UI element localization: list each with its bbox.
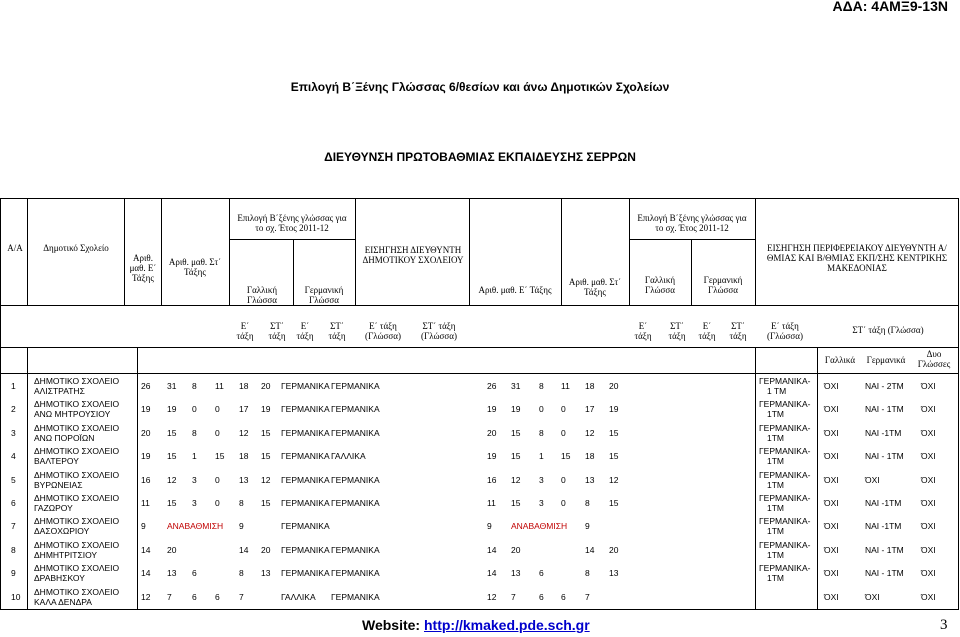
row-number: 3 bbox=[11, 427, 16, 438]
germanika-proposal: ΓΕΡΜΑΝΙΚΑ- bbox=[759, 469, 811, 480]
school-name: ΔΡΑΒΗΣΚΟΥ bbox=[34, 573, 85, 584]
sub-e-taxi-2: Ε΄ τάξη bbox=[296, 321, 314, 341]
gallika-value: ΌΧΙ bbox=[824, 451, 839, 462]
school-type: ΔΗΜΟΤΙΚΟ ΣΧΟΛΕΙΟ bbox=[34, 469, 120, 480]
row-number: 7 bbox=[11, 521, 16, 532]
cell-value: 18 bbox=[239, 381, 249, 391]
school-name: ΔΗΜΗΤΡΙΤΣΙΟΥ bbox=[34, 549, 98, 560]
school-type: ΔΗΜΟΤΙΚΟ ΣΧΟΛΕΙΟ bbox=[34, 376, 120, 386]
two-languages-value: ΌΧΙ bbox=[921, 427, 936, 438]
cell-value: 1 bbox=[192, 451, 197, 462]
germanika-proposal: ΓΕΡΜΑΝΙΚΑ- bbox=[759, 563, 811, 574]
header-aa: Α/Α bbox=[7, 243, 23, 253]
header-germanikh-2: Γερμανική Γλώσσα bbox=[703, 275, 743, 295]
school-name: ΑΛΙΣΤΡΑΤΗΣ bbox=[34, 386, 85, 396]
sub-st-taxi-4: ΣΤ΄ τάξη bbox=[729, 321, 747, 341]
header-arith-e-2: Αριθ. μαθ. Ε΄ Τάξης bbox=[478, 285, 552, 295]
cell-value: 8 bbox=[239, 568, 244, 579]
cell-value: 15 bbox=[261, 498, 271, 508]
cell-value: 15 bbox=[609, 427, 619, 438]
cell-value: 16 bbox=[141, 474, 151, 485]
cell-value: ΓΕΡΜΑΝΙΚΑ bbox=[331, 568, 380, 579]
cell-value: 15 bbox=[167, 498, 177, 508]
gallika-value: ΌΧΙ bbox=[824, 521, 839, 532]
germanika-sections: 1ΤΜ bbox=[767, 503, 784, 513]
header-epilogi-2: Επιλογή Β΄ξένης γλώσσας για το σχ. Έτος 2011-12 bbox=[637, 213, 747, 233]
cell-value: 13 bbox=[239, 474, 249, 485]
school-type: ΔΗΜΟΤΙΚΟ ΣΧΟΛΕΙΟ bbox=[34, 493, 120, 503]
cell-value: 8 bbox=[539, 427, 544, 438]
cell-value: ΓΕΡΜΑΝΙΚΑ bbox=[281, 404, 330, 415]
row-number: 8 bbox=[11, 544, 16, 555]
cell-value: 0 bbox=[215, 404, 220, 415]
table-row bbox=[1, 562, 958, 585]
cell-value: 15 bbox=[215, 451, 225, 462]
germanika-value: ΝΑΙ - 1ΤΜ bbox=[865, 544, 904, 555]
gallika-value: ΌΧΙ bbox=[824, 544, 839, 555]
cell-value: 0 bbox=[215, 427, 220, 438]
cell-value: 0 bbox=[561, 474, 566, 485]
cell-value: 20 bbox=[609, 544, 619, 555]
cell-value: 13 bbox=[261, 568, 271, 579]
cell-value: 8 bbox=[585, 498, 590, 508]
cell-value: 0 bbox=[561, 498, 566, 508]
school-type: ΔΗΜΟΤΙΚΟ ΣΧΟΛΕΙΟ bbox=[34, 446, 120, 457]
cell-value: 20 bbox=[261, 544, 271, 555]
germanika-sections: 1ΤΜ bbox=[767, 409, 784, 420]
germanika-sections: 1ΤΜ bbox=[767, 526, 784, 537]
header-eisigisi-dieythynti: ΕΙΣΗΓΗΣΗ ΔΙΕΥΘΥΝΤΗ ΔΗΜΟΤΙΚΟΥ ΣΧΟΛΕΙΟΥ bbox=[362, 245, 464, 265]
sub-st-taxi-glossa-2: ΣΤ΄ τάξη (Γλώσσα) bbox=[852, 325, 924, 335]
germanika-proposal: ΓΕΡΜΑΝΙΚΑ- bbox=[759, 446, 811, 457]
two-languages-value: ΌΧΙ bbox=[921, 591, 936, 602]
header-eisigisi-perif: ΕΙΣΗΓΗΣΗ ΠΕΡΙΦΕΡΕΙΑΚΟΥ ΔΙΕΥΘΥΝΤΗ Α/ΘΜΙΑΣ ΚΑΙ Β/ΘΜΙΑΣ ΕΚΠ/ΣΗΣ ΚΕΝΤΡΙΚΗΣ ΜΑΚΕΔΟΝΙΑΣ bbox=[766, 243, 948, 273]
two-languages-value: ΌΧΙ bbox=[921, 521, 936, 532]
gallika-value: ΌΧΙ bbox=[824, 568, 839, 579]
cell-value: 11 bbox=[215, 381, 224, 391]
germanika-proposal: ΓΕΡΜΑΝΙΚΑ- bbox=[759, 539, 811, 550]
cell-value: 9 bbox=[487, 521, 492, 532]
school-type: ΔΗΜΟΤΙΚΟ ΣΧΟΛΕΙΟ bbox=[34, 422, 120, 433]
cell-value: 12 bbox=[239, 427, 249, 438]
cell-value: 19 bbox=[609, 404, 619, 415]
cell-value: 8 bbox=[539, 381, 544, 391]
row-number: 2 bbox=[11, 404, 16, 415]
header-arith-st-2: Αριθ. μαθ. Στ΄ Τάξης bbox=[568, 277, 622, 297]
gallika-value: ΌΧΙ bbox=[824, 498, 839, 508]
sub-e-taxi-1: Ε΄ τάξη bbox=[236, 321, 254, 341]
cell-value: 20 bbox=[261, 381, 271, 391]
cell-value: 3 bbox=[539, 498, 544, 508]
cell-value: 14 bbox=[585, 544, 595, 555]
cell-value: 7 bbox=[511, 591, 516, 602]
cell-value: ΓΕΡΜΑΝΙΚΑ bbox=[331, 591, 380, 602]
table-row bbox=[1, 586, 958, 609]
row-number: 6 bbox=[11, 498, 16, 508]
cell-value: 12 bbox=[609, 474, 619, 485]
cell-value: 19 bbox=[511, 404, 521, 415]
cell-value: 7 bbox=[585, 591, 590, 602]
school-type: ΔΗΜΟΤΙΚΟ ΣΧΟΛΕΙΟ bbox=[34, 586, 120, 597]
row-number: 1 bbox=[11, 381, 16, 391]
cell-value: 15 bbox=[261, 451, 271, 462]
germanika-proposal: ΓΕΡΜΑΝΙΚΑ- bbox=[759, 516, 811, 527]
gallika-value: ΌΧΙ bbox=[824, 474, 839, 485]
sub-e-taxi-4: Ε΄ τάξη bbox=[698, 321, 716, 341]
cell-value: ΓΕΡΜΑΝΙΚΑ bbox=[281, 521, 330, 532]
cell-value: 19 bbox=[487, 451, 497, 462]
cell-value: 9 bbox=[141, 521, 146, 532]
gallika-value: ΌΧΙ bbox=[824, 404, 839, 415]
cell-value: 15 bbox=[511, 451, 521, 462]
two-languages-value: ΌΧΙ bbox=[921, 568, 936, 579]
germanika-value: ΝΑΙ - 1ΤΜ bbox=[865, 451, 904, 462]
cell-value: 11 bbox=[141, 498, 150, 508]
row-number: 9 bbox=[11, 568, 16, 579]
sub-gallika: Γαλλικά bbox=[824, 355, 856, 365]
school-name: ΒΥΡΩΝΕΙΑΣ bbox=[34, 479, 83, 490]
ada-code: ΑΔΑ: 4ΑΜΞ9-13Ν bbox=[832, 0, 948, 14]
table-row bbox=[1, 398, 958, 421]
cell-value: 18 bbox=[239, 451, 249, 462]
table-row bbox=[1, 422, 958, 445]
cell-value: ΓΕΡΜΑΝΙΚΑ bbox=[281, 427, 330, 438]
cell-value: ΓΕΡΜΑΝΙΚΑ bbox=[281, 568, 330, 579]
cell-value: 31 bbox=[167, 381, 177, 391]
document-title: Επιλογή Β΄Ξένης Γλώσσας 6/θεσίων και άνω Δημοτικών Σχολείων bbox=[290, 80, 670, 94]
sub-germanika: Γερμανικά bbox=[866, 355, 906, 365]
school-type: ΔΗΜΟΤΙΚΟ ΣΧΟΛΕΙΟ bbox=[34, 516, 120, 527]
sub-st-taxi-1: ΣΤ΄ τάξη bbox=[268, 321, 286, 341]
cell-value: 3 bbox=[192, 474, 197, 485]
cell-value: 6 bbox=[215, 591, 220, 602]
two-languages-value: ΌΧΙ bbox=[921, 474, 936, 485]
cell-value: 12 bbox=[585, 427, 595, 438]
table-row bbox=[1, 445, 958, 468]
cell-value: 14 bbox=[239, 544, 249, 555]
cell-value: 6 bbox=[539, 568, 544, 579]
cell-value: ΓΕΡΜΑΝΙΚΑ bbox=[331, 427, 380, 438]
germanika-value: ΝΑΙ - 2ΤΜ bbox=[865, 381, 904, 391]
gallika-value: ΌΧΙ bbox=[824, 591, 839, 602]
two-languages-value: ΌΧΙ bbox=[921, 544, 936, 555]
cell-value: 11 bbox=[561, 381, 570, 391]
selection-table bbox=[0, 198, 959, 610]
table-row bbox=[1, 492, 958, 515]
gallika-value: ΌΧΙ bbox=[824, 427, 839, 438]
school-type: ΔΗΜΟΤΙΚΟ ΣΧΟΛΕΙΟ bbox=[34, 563, 120, 574]
cell-value: 7 bbox=[167, 591, 172, 602]
header-school: Δημοτικό Σχολείο bbox=[43, 243, 109, 253]
two-languages-value: ΌΧΙ bbox=[921, 381, 936, 391]
school-type: ΔΗΜΟΤΙΚΟ ΣΧΟΛΕΙΟ bbox=[34, 539, 120, 550]
cell-value: 15 bbox=[609, 498, 619, 508]
table-row bbox=[1, 539, 958, 562]
cell-value: 19 bbox=[141, 451, 151, 462]
header-arith-st: Αριθ. μαθ. Στ΄ Τάξης bbox=[168, 257, 222, 277]
cell-value: 6 bbox=[539, 591, 544, 602]
cell-value: ΓΕΡΜΑΝΙΚΑ bbox=[331, 404, 380, 415]
cell-value: 13 bbox=[609, 568, 619, 579]
cell-value: 0 bbox=[561, 404, 566, 415]
cell-value: 17 bbox=[239, 404, 249, 415]
cell-value: 12 bbox=[261, 474, 271, 485]
germanika-value: ΝΑΙ - 1ΤΜ bbox=[865, 568, 904, 579]
sub-e-taxi-3: Ε΄ τάξη bbox=[634, 321, 652, 341]
row-number: 5 bbox=[11, 474, 16, 485]
cell-value: 14 bbox=[487, 544, 497, 555]
cell-value: 16 bbox=[487, 474, 497, 485]
cell-value: 3 bbox=[539, 474, 544, 485]
gallika-value: ΌΧΙ bbox=[824, 381, 839, 391]
germanika-value: ΝΑΙ -1ΤΜ bbox=[865, 498, 902, 508]
germanika-sections: 1ΤΜ bbox=[767, 549, 784, 560]
table-row bbox=[1, 375, 958, 398]
cell-value: 18 bbox=[585, 451, 595, 462]
cell-value: 18 bbox=[585, 381, 595, 391]
cell-value: 12 bbox=[167, 474, 177, 485]
school-name: ΑΝΩ ΜΗΤΡΟΥΣΙΟΥ bbox=[34, 409, 111, 420]
cell-value: 19 bbox=[141, 404, 151, 415]
cell-value: 17 bbox=[585, 404, 595, 415]
page-number: 3 bbox=[940, 617, 948, 633]
cell-value: 6 bbox=[192, 568, 197, 579]
germanika-sections: 1ΤΜ bbox=[767, 479, 784, 490]
germanika-sections: 1ΤΜ bbox=[767, 573, 784, 584]
cell-value: 9 bbox=[239, 521, 244, 532]
cell-value: 3 bbox=[192, 498, 197, 508]
cell-value: ΓΕΡΜΑΝΙΚΑ bbox=[281, 474, 330, 485]
cell-value: 0 bbox=[192, 404, 197, 415]
cell-value: 20 bbox=[609, 381, 619, 391]
cell-value: 19 bbox=[261, 404, 271, 415]
directorate-title: ΔΙΕΥΘΥΝΣΗ ΠΡΩΤΟΒΑΘΜΙΑΣ ΕΚΠΑΙΔΕΥΣΗΣ ΣΕΡΡΩΝ bbox=[324, 150, 636, 164]
school-name: ΑΝΩ ΠΟΡΟΪΩΝ bbox=[34, 432, 95, 443]
school-name: ΓΑΖΩΡΟΥ bbox=[34, 503, 73, 513]
cell-value: ΓΑΛΛΙΚΑ bbox=[331, 451, 366, 462]
two-languages-value: ΌΧΙ bbox=[921, 498, 936, 508]
cell-value: 26 bbox=[487, 381, 497, 391]
cell-value: 11 bbox=[487, 498, 496, 508]
row-number: 10 bbox=[11, 591, 21, 602]
footer-website bbox=[362, 617, 590, 633]
cell-value: 20 bbox=[167, 544, 177, 555]
school-name: ΚΑΛΑ ΔΕΝΔΡΑ bbox=[34, 596, 92, 607]
cell-value: 15 bbox=[167, 427, 177, 438]
cell-value: 8 bbox=[239, 498, 244, 508]
germanika-value: ΌΧΙ bbox=[865, 591, 880, 602]
table-row bbox=[1, 469, 958, 492]
cell-value: ΓΕΡΜΑΝΙΚΑ bbox=[331, 544, 380, 555]
cell-value: 9 bbox=[585, 521, 590, 532]
cell-value: 7 bbox=[239, 591, 244, 602]
germanika-sections: 1ΤΜ bbox=[767, 432, 784, 443]
germanika-proposal: ΓΕΡΜΑΝΙΚΑ- bbox=[759, 422, 811, 433]
cell-value: 0 bbox=[561, 427, 566, 438]
cell-value: 15 bbox=[261, 427, 271, 438]
cell-value: 14 bbox=[141, 544, 151, 555]
cell-value: 8 bbox=[192, 427, 197, 438]
cell-value: 19 bbox=[487, 404, 497, 415]
cell-value: ΓΕΡΜΑΝΙΚΑ bbox=[281, 498, 330, 508]
cell-value: ΓΑΛΛΙΚΑ bbox=[281, 591, 316, 602]
germanika-sections: 1 ΤΜ bbox=[767, 386, 787, 396]
header-epilogi: Επιλογή Β΄ξένης γλώσσας για το σχ. Έτος 2011-12 bbox=[237, 213, 347, 233]
germanika-proposal: ΓΕΡΜΑΝΙΚΑ- bbox=[759, 376, 811, 386]
website-link[interactable]: http://kmaked.pde.sch.gr bbox=[423, 617, 590, 633]
cell-value: 15 bbox=[561, 451, 571, 462]
school-name: ΔΑΣΟΧΩΡΙΟΥ bbox=[34, 526, 90, 537]
cell-value: ΑΝΑΒΑΘΜΙΣΗ bbox=[511, 521, 568, 532]
cell-value: 0 bbox=[539, 404, 544, 415]
cell-value: 8 bbox=[192, 381, 197, 391]
row-number: 4 bbox=[11, 451, 16, 462]
germanika-proposal: ΓΕΡΜΑΝΙΚΑ- bbox=[759, 493, 811, 503]
cell-value: 1 bbox=[539, 451, 544, 462]
sub-st-taxi-glossa: ΣΤ΄ τάξη (Γλώσσα) bbox=[421, 321, 457, 341]
cell-value: ΓΕΡΜΑΝΙΚΑ bbox=[281, 451, 330, 462]
cell-value: 14 bbox=[141, 568, 151, 579]
website-label: Website: bbox=[362, 617, 421, 633]
cell-value: 14 bbox=[487, 568, 497, 579]
germanika-proposal: ΓΕΡΜΑΝΙΚΑ- bbox=[759, 399, 811, 410]
cell-value: ΓΕΡΜΑΝΙΚΑ bbox=[281, 381, 330, 391]
cell-value: ΓΕΡΜΑΝΙΚΑ bbox=[281, 544, 330, 555]
cell-value: ΓΕΡΜΑΝΙΚΑ bbox=[331, 474, 380, 485]
header-arith-e: Αριθ. μαθ. Ε΄ Τάξης bbox=[129, 253, 157, 283]
cell-value: ΑΝΑΒΑΘΜΙΣΗ bbox=[167, 521, 224, 532]
cell-value: 0 bbox=[215, 474, 220, 485]
sub-dyo-glosses: Δυο Γλώσσες bbox=[917, 349, 951, 369]
header-gallikh-2: Γαλλική Γλώσσα bbox=[644, 275, 676, 295]
two-languages-value: ΌΧΙ bbox=[921, 451, 936, 462]
cell-value: ΓΕΡΜΑΝΙΚΑ bbox=[331, 381, 380, 391]
cell-value: 19 bbox=[167, 404, 177, 415]
germanika-value: ΝΑΙ - 1ΤΜ bbox=[865, 404, 904, 415]
cell-value: 15 bbox=[609, 451, 619, 462]
cell-value: 20 bbox=[487, 427, 497, 438]
cell-value: 6 bbox=[192, 591, 197, 602]
cell-value: 13 bbox=[511, 568, 521, 579]
cell-value: 13 bbox=[167, 568, 177, 579]
cell-value: 12 bbox=[487, 591, 497, 602]
cell-value: 31 bbox=[511, 381, 521, 391]
sub-e-taxi-glossa: Ε΄ τάξη (Γλώσσα) bbox=[365, 321, 401, 341]
cell-value: 6 bbox=[561, 591, 566, 602]
cell-value: 8 bbox=[585, 568, 590, 579]
cell-value: 0 bbox=[215, 498, 220, 508]
germanika-value: ΝΑΙ -1ΤΜ bbox=[865, 427, 902, 438]
sub-e-taxi-glossa-2: Ε΄ τάξη (Γλώσσα) bbox=[767, 321, 803, 341]
school-name: ΒΑΛΤΕΡΟΥ bbox=[34, 456, 79, 467]
cell-value: 20 bbox=[511, 544, 521, 555]
cell-value: 15 bbox=[511, 498, 521, 508]
cell-value: 15 bbox=[167, 451, 177, 462]
sub-st-taxi-3: ΣΤ΄ τάξη bbox=[668, 321, 686, 341]
germanika-value: ΝΑΙ -1ΤΜ bbox=[865, 521, 902, 532]
germanika-sections: 1ΤΜ bbox=[767, 456, 784, 467]
cell-value: 15 bbox=[511, 427, 521, 438]
school-type: ΔΗΜΟΤΙΚΟ ΣΧΟΛΕΙΟ bbox=[34, 399, 120, 410]
cell-value: ΓΕΡΜΑΝΙΚΑ bbox=[331, 498, 380, 508]
header-germanikh: Γερμανική Γλώσσα bbox=[304, 285, 344, 305]
two-languages-value: ΌΧΙ bbox=[921, 404, 936, 415]
table-row bbox=[1, 515, 958, 538]
cell-value: 20 bbox=[141, 427, 151, 438]
cell-value: 12 bbox=[141, 591, 151, 602]
germanika-value: ΌΧΙ bbox=[865, 474, 880, 485]
cell-value: 26 bbox=[141, 381, 151, 391]
sub-st-taxi-2: ΣΤ΄ τάξη bbox=[328, 321, 346, 341]
cell-value: 12 bbox=[511, 474, 521, 485]
cell-value: 13 bbox=[585, 474, 595, 485]
header-gallikh: Γαλλική Γλώσσα bbox=[246, 285, 278, 305]
